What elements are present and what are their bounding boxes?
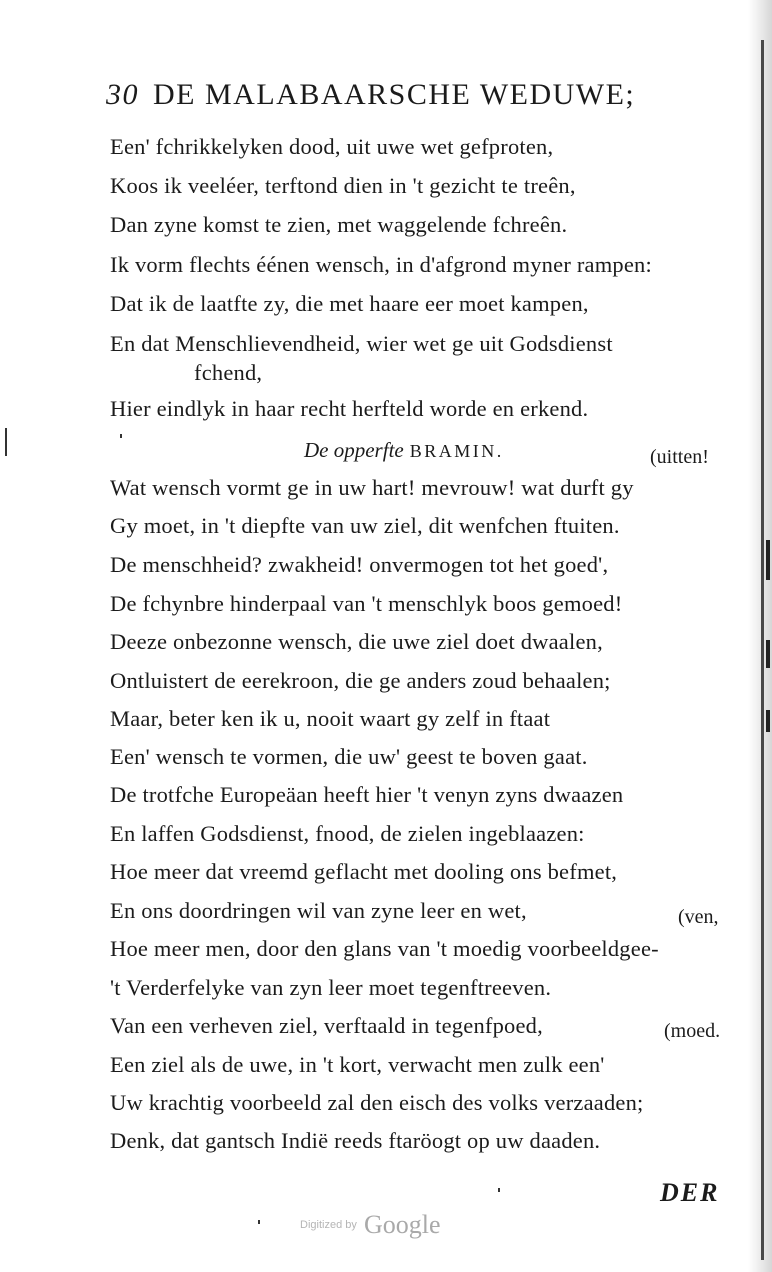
verse-line: Deeze onbezonne wensch, die uwe ziel doet dwaalen, [110,629,603,654]
verse-line: Koos ik veeléer, terftond dien in 't gezicht te treên, [110,173,576,198]
verse-line-continuation: fchend, [194,360,263,385]
verse-line: Maar, beter ken ik u, nooit waart gy zelf in ftaat [110,706,551,731]
running-title: DE MALABAARSCHE WEDUWE; [153,78,636,111]
edge-mark [766,710,770,732]
speaker-role: De opperfte [304,438,404,462]
verse-line: Een' wensch te vormen, die uw' geest te boven gaat. [110,744,588,769]
verse-line: De menschheid? zwakheid! onvermogen tot het goed', [110,552,609,577]
verse-line: En dat Menschlievendheid, wier wet ge uit Godsdienst [110,331,613,356]
page-number: 30 [106,78,139,111]
page-edge-line [761,40,764,1260]
speaker-name: BRAMIN. [409,441,504,461]
verse-line: En laffen Godsdienst, fnood, de zielen ingeblaazen: [110,821,585,846]
verse-line: De fchynbre hinderpaal van 't menschlyk boos gemoed! [110,591,623,616]
verse-line: Dat ik de laatfte zy, die met haare eer moet kampen, [110,291,589,316]
verse-line: Een' fchrikkelyken dood, uit uwe wet gefproten, [110,134,554,159]
verse-line: Denk, dat gantsch Indië reeds ftaröogt op uw daaden. [110,1128,601,1153]
catchword: DER [660,1178,720,1207]
watermark-prefix: Digitized by [300,1219,357,1231]
running-header [106,78,746,118]
speck [258,1220,260,1224]
verse-line: Hier eindlyk in haar recht herfteld worde en erkend. [110,396,589,421]
verse-line: Wat wensch vormt ge in uw hart! mevrouw! wat durft gy [110,475,634,500]
verse-line: Ik vorm flechts éénen wensch, in d'afgrond myner rampen: [110,252,652,277]
turnover-word: (uitten! [650,446,709,468]
verse-line: Een ziel als de uwe, in 't kort, verwacht men zulk een' [110,1052,605,1077]
edge-mark [766,540,770,580]
verse-line: Ontluistert de eerekroon, die ge anders zoud behaalen; [110,668,611,693]
verse-line: De trotfche Europeäan heeft hier 't venyn zyns dwaazen [110,782,624,807]
speck [498,1188,500,1192]
turnover-word: (moed. [664,1020,721,1042]
page-edge-shadow [748,0,772,1272]
speaker-heading [304,438,504,463]
turnover-word: (ven, [678,906,719,928]
speck [5,428,7,456]
verse-line: Dan zyne komst te zien, met waggelende fchreên. [110,212,568,237]
digitized-watermark [300,1210,441,1240]
verse-line: Gy moet, in 't diepfte van uw ziel, dit wenfchen ftuiten. [110,513,620,538]
speck [120,434,122,438]
verse-line: En ons doordringen wil van zyne leer en wet, [110,898,527,923]
google-logo: Google [363,1210,441,1239]
verse-line: 't Verderfelyke van zyn leer moet tegenftreeven. [110,975,552,1000]
verse-line: Van een verheven ziel, verftaald in tegenfpoed, [110,1013,543,1038]
verse-line: Hoe meer dat vreemd geflacht met dooling ons befmet, [110,859,618,884]
verse-line: Uw krachtig voorbeeld zal den eisch des volks verzaaden; [110,1090,644,1115]
verse-line: Hoe meer men, door den glans van 't moedig voorbeeldgee- [110,936,659,961]
edge-mark [766,640,770,668]
